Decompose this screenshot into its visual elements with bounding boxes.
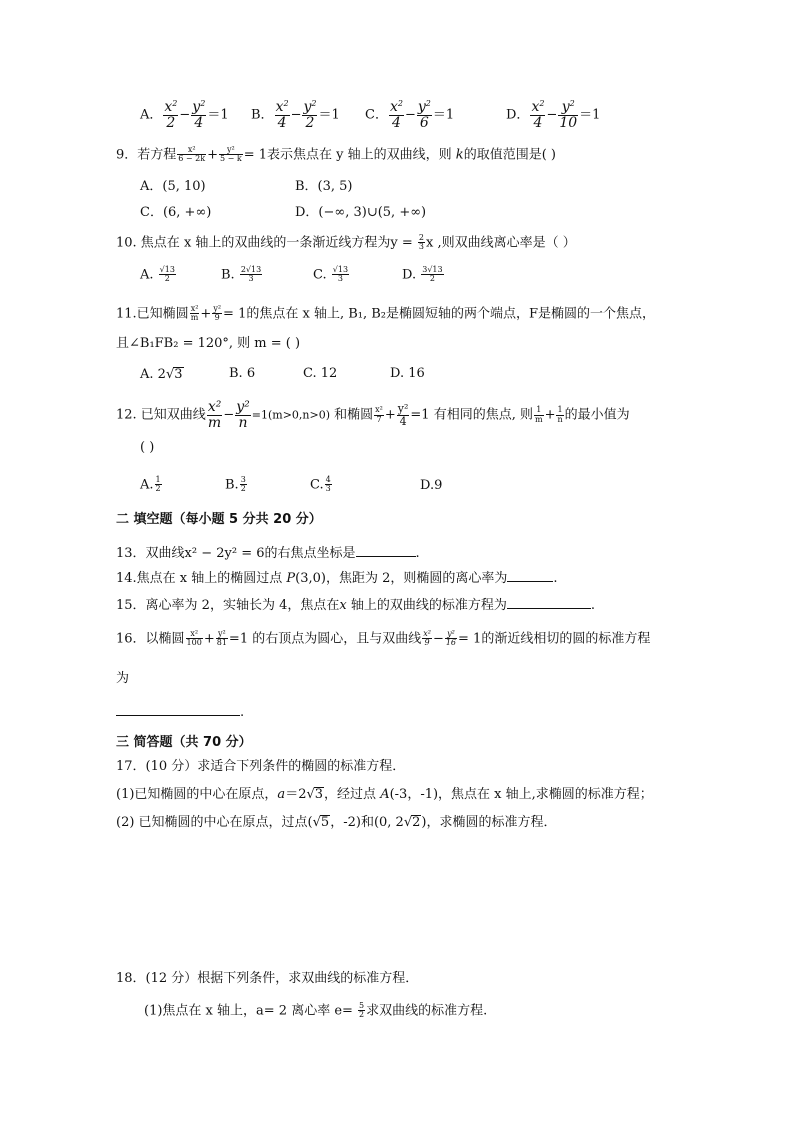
section-heading-fill-in: 二 填空题（每小题 5 分共 20 分） — [116, 512, 322, 527]
q8-option-c: C． $\frac{x^2}{4}$ − $\frac{y^2}{6}$ ＝1 — [365, 99, 455, 131]
q10-option-d: D. $\frac{3√13}{2}$ — [402, 265, 443, 284]
q14: 14.焦点在 x 轴上的椭圆过点 P(3,0)，焦距为 2，则椭圆的离心率为 . — [116, 571, 558, 586]
fraction: $\frac{\text{y²}}{4}$ — [397, 402, 409, 428]
fraction: $\frac{1}{2}$ — [155, 475, 161, 494]
fraction: $\frac{3√13}{2}$ — [422, 265, 443, 284]
fraction: $\frac{\text{x²}}{9}$ — [423, 629, 431, 648]
q9-option-d: D．(−∞, 3)∪(5, +∞) — [295, 205, 427, 220]
q11-stem: 11.已知椭圆 $\frac{\text{x²}}{m}$ + $\frac{\text{y²}}{9}$ = 1的焦点在 x 轴上, B₁, B₂是椭圆短轴的两个端点，F是椭圆的一个焦点， — [116, 304, 656, 323]
fraction: $\frac{y^2}{6}$ — [417, 99, 431, 131]
q17-title: 17．(10 分）求适合下列条件的椭圆的标准方程． — [116, 759, 406, 774]
fraction: $\frac{1}{m}$ — [534, 405, 543, 424]
fraction: $\frac{√13}{2}$ — [159, 265, 175, 284]
q11-option-b: B. 6 — [229, 366, 256, 381]
fraction: $\frac{y^2}{2}$ — [303, 99, 317, 131]
fraction: $\frac{\text{y²}}{n}$ — [236, 399, 250, 431]
q12-option-a: A. $\frac{1}{2}$ — [140, 475, 161, 494]
fraction: $\frac{\text{y²}}{5 - k}$ — [220, 145, 242, 164]
q9-option-c: C．(6, +∞) — [140, 205, 212, 220]
fraction: $\frac{x^2}{4}$ — [389, 99, 403, 131]
fraction: $\frac{1}{n}$ — [557, 405, 563, 424]
q11-option-a: A. 2√3 — [140, 367, 183, 382]
fraction: $\frac{\text{x²}}{m}$ — [190, 304, 199, 323]
fraction: $\frac{√13}{3}$ — [332, 265, 349, 284]
fraction: $\frac{\text{x²}}{6 - 2k}$ — [178, 145, 206, 164]
q10-option-c: C. $\frac{√13}{3}$ — [313, 265, 349, 284]
q9-stem: 9．若方程 $\frac{\text{x²}}{6 - 2k}$ + $\frac{\text{y²}}{5 - k}$ = 1表示焦点在 y 轴上的双曲线，则 k的取值范围是( ) — [116, 145, 556, 164]
q16-line2: 为 — [116, 671, 130, 686]
fraction: $\frac{x^2}{4}$ — [275, 99, 289, 131]
q12-option-c: C. $\frac{4}{3}$ — [310, 475, 331, 494]
fraction: $\frac{\text{y²}}{9}$ — [213, 304, 222, 323]
q18-title: 18．(12 分）根据下列条件，求双曲线的标准方程． — [116, 971, 419, 986]
answer-blank[interactable] — [356, 545, 416, 557]
q17-part2: (2) 已知椭圆的中心在原点，过点(√5，-2)和(0, 2√2)，求椭圆的标准方程． — [116, 815, 557, 830]
answer-blank[interactable] — [116, 704, 240, 716]
q11-option-c: C. 12 — [303, 366, 338, 381]
fraction: $\frac{3}{2}$ — [240, 475, 246, 494]
fraction: $\frac{\text{x²}}{7}$ — [375, 405, 383, 424]
fraction: $\frac{\text{y²}}{81}$ — [216, 629, 227, 648]
q12-stem: 12. 已知双曲线 $\frac{\text{x²}}{m}$ − $\frac{\text{y²}}{n}$ =1(m>0,n>0) 和椭圆 $\frac{\text{x²}}{7}$ + $\frac{\text{y²}}{4}$ =1 有相同的焦点, 则 $\frac{1}{m}$ + $\frac{1}{n}$ 的最小值为 — [116, 399, 630, 431]
q9-option-b: B．(3, 5) — [295, 179, 353, 194]
fraction: $\frac{\text{y²}}{16}$ — [445, 629, 457, 648]
fraction: $\frac{4}{3}$ — [325, 475, 331, 494]
fraction: $\frac{y^2}{4}$ — [192, 99, 206, 131]
q10-stem: 10. 焦点在 x 轴上的双曲线的一条渐近线方程为y = $\frac{2}{3}$ x ,则双曲线离心率是（ ） — [116, 233, 576, 252]
q12-option-b: B. $\frac{3}{2}$ — [225, 475, 246, 494]
q8-option-d: D． $\frac{x^2}{4}$ − $\frac{y^2}{10}$ ＝1 — [506, 99, 601, 131]
fraction: $\frac{x^2}{4}$ — [531, 99, 545, 131]
q16: 16．以椭圆 $\frac{\text{x²}}{100}$ + $\frac{\text{y²}}{81}$ =1 的右顶点为圆心，且与双曲线 $\frac{\text{x²}}{9}$ − $\frac{\text{y²}}{16}$ = 1的渐近线相切的圆的标准方程 — [116, 629, 651, 648]
q12-answer-paren: ( ) — [140, 440, 155, 455]
q11-stem-line2: 且∠B₁FB₂ = 120°, 则 m = ( ) — [116, 336, 301, 351]
q12-option-d: D.9 — [420, 478, 443, 493]
q13: 13．双曲线x² − 2y² = 6的右焦点坐标是 . — [116, 546, 420, 561]
q8-option-b: B． $\frac{x^2}{4}$ − $\frac{y^2}{2}$ ＝1 — [251, 99, 340, 131]
q15: 15．离心率为 2，实轴长为 4，焦点在x 轴上的双曲线的标准方程为 . — [116, 598, 595, 613]
fraction: $\frac{2√13}{3}$ — [240, 265, 262, 284]
q18-part1: (1)焦点在 x 轴上，a= 2 离心率 e= $\frac{5}{2}$ 求双曲线的标准方程. — [144, 1001, 488, 1020]
q16-answer-line: . — [116, 704, 244, 719]
q9-option-a: A．(5, 10) — [140, 179, 206, 194]
answer-blank[interactable] — [507, 597, 591, 609]
fraction: $\frac{5}{2}$ — [359, 1001, 365, 1020]
answer-blank[interactable] — [507, 570, 553, 582]
fraction: $\frac{y^2}{10}$ — [559, 99, 578, 131]
q11-option-d: D. 16 — [390, 366, 425, 381]
fraction: $\frac{\text{x²}}{100}$ — [186, 629, 202, 648]
fraction: $\frac{\text{x²}}{m}$ — [207, 399, 222, 431]
q10-option-b: B. $\frac{2√13}{3}$ — [221, 265, 262, 284]
q17-part1: (1)已知椭圆的中心在原点，a＝2√3，经过点 A(-3，-1)，焦点在 x 轴上,求椭圆的标准方程； — [116, 787, 653, 802]
fraction: $\frac{x^2}{2}$ — [164, 99, 178, 131]
q8-option-a: A． $\frac{x^2}{2}$ − $\frac{y^2}{4}$ ＝1 — [140, 99, 229, 131]
fraction: $\frac{2}{3}$ — [418, 233, 424, 252]
q10-option-a: A. $\frac{√13}{2}$ — [140, 265, 175, 284]
section-heading-short-answer: 三 简答题（共 70 分） — [116, 735, 252, 750]
